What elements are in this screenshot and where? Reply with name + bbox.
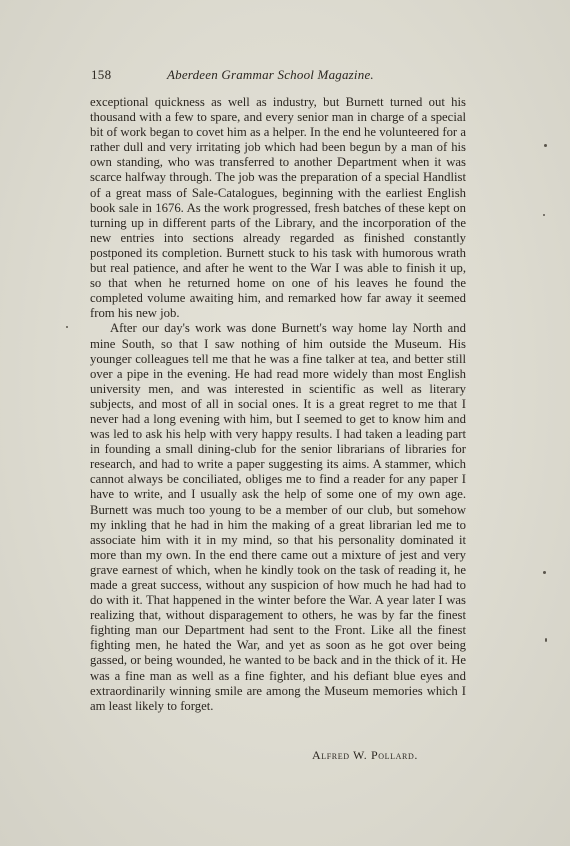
running-title: Aberdeen Grammar School Magazine. — [167, 67, 374, 82]
page-number: 158 — [91, 67, 112, 82]
paragraph-memories: After our day's work was done Burnett's way home lay North and mine South, so that I saw nothing of him outside the Museum. His younger colleagues tell me that he was a fine talker at tea, and better still over a pipe in the evening. He had read more widely than most English university men, and was interested in scientific as well as literary subjects, and most of all in social ones. It is a great regret to me that I never had a long evening with him, but I seemed to get to know him and was led to ask his help with very happy results. I had taken a leading part in founding a small dining-club for the senior librarians of libraries for research, and had to write a paper suggesting its aims. A stammer, which cannot always be conciliated, obliges me to find a reader for any paper I have to write, and I usually ask the help of some one of my own age. Burnett was much too young to be a member of our club, but somehow my inkling that he had in him the making of a great librarian led me to associate him with it in my mind, so that his personality dominated it more than my own. In the end there came out a mixture of jest and very grave earnest of which, when he kindly took on the task of reading it, he made a great success, without any suspicion of how much he had had to do with it. That happened in the winter before the War. A year later I was realizing that, without disparagement to others, he was by far the finest fighting man our Department had sent to the Front. Like all the finest fighting men, he hated the War, and yet as soon as he got over being gassed, or being wounded, he wanted to be back and in the thick of it. He was a fine man as well as a fine fighter, and his defiant blue eyes and extraordinarily winning smile are among the Museum memories which I am least likely to forget. — [90, 321, 466, 713]
paragraph-continuation: exceptional quickness as well as industry, but Burnett turned out his thousand with a few to spare, and every senior man in charge of a special bit of work began to covet him as a helper. In the end he volunteered for a rather dull and very irritating job which had been begun by a man of his own standing, who was transferred to another Department when it was scarce halfway through. The job was the preparation of a special Handlist of a great mass of Sale-Catalogues, beginning with the earliest English book sale in 1676. As the work progressed, fresh batches of these kept on turning up in different parts of the Library, and the incorporation of the new entries into sections already regarded as finished constantly postponed its completion. Burnett stuck to his task with humorous wrath but real patience, and after he went to the War I was able to finish it up, so that when he returned home on one of his leaves he found the completed volume awaiting him, and remarked how far away it seemed from his new job. — [90, 95, 466, 321]
paper-speck — [543, 571, 546, 574]
author-signature: Alfred W. Pollard. — [312, 748, 418, 762]
paper-speck — [66, 326, 68, 328]
page-header — [91, 67, 471, 85]
paper-speck — [543, 214, 545, 216]
article-body — [90, 95, 466, 714]
paper-speck — [544, 144, 547, 147]
paper-speck — [545, 638, 547, 642]
